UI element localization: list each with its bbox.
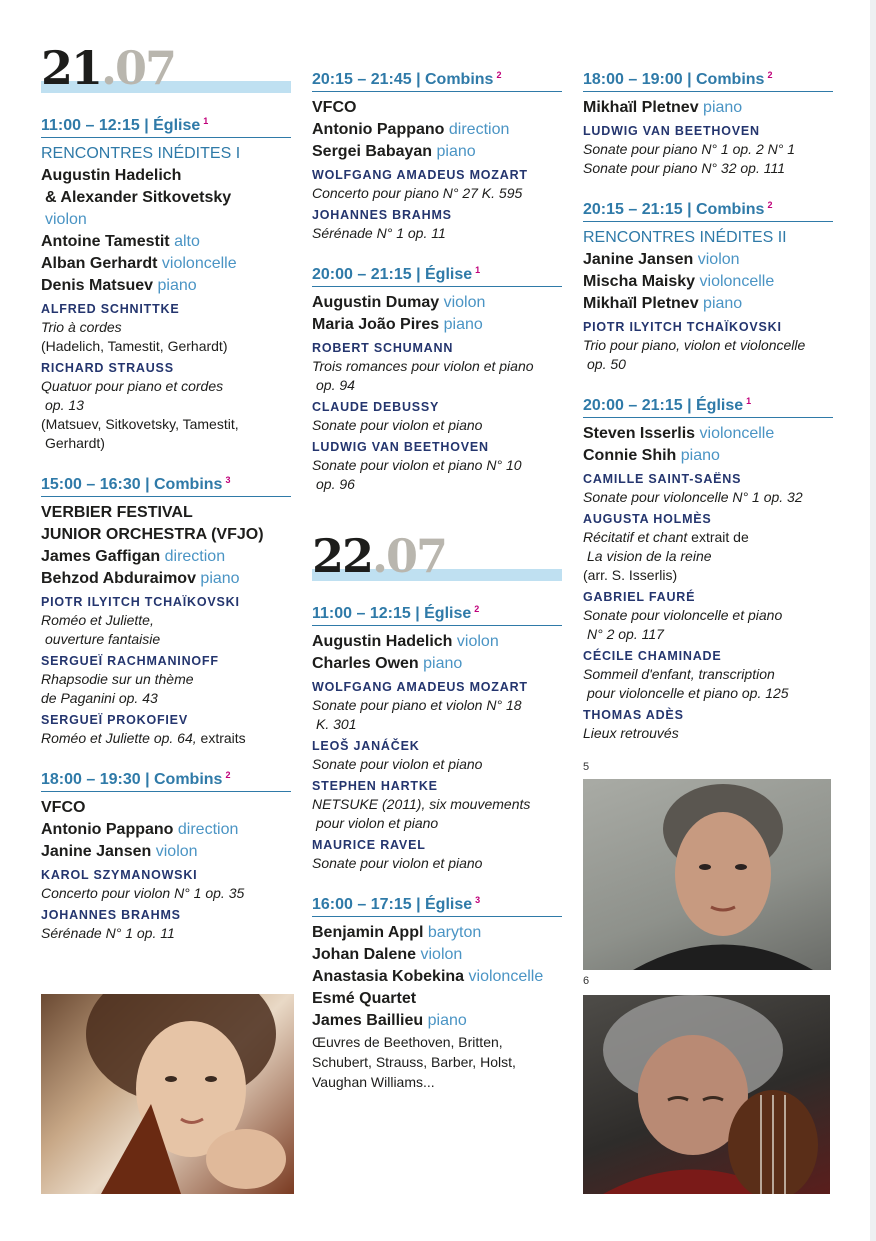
artist-role: violon — [45, 211, 87, 228]
composer: WOLFGANG AMADEUS MOZART — [312, 168, 528, 182]
work: Quatuor pour piano et cordes — [41, 378, 224, 394]
photo-caption-5: 5 — [583, 761, 590, 773]
work: N° 2 op. 117 — [587, 626, 664, 642]
date-month: 07 — [386, 529, 447, 583]
concert-slot — [312, 66, 562, 243]
work: op. 96 — [316, 476, 355, 492]
venue-footnote: 2 — [496, 70, 502, 80]
work: La vision de la reine — [587, 548, 712, 564]
program-note: Schubert, Strauss, Barber, Holst, — [312, 1054, 516, 1070]
artist: Denis Matsuev piano — [41, 277, 197, 294]
artist: & Alexander Sitkovetsky — [45, 189, 232, 206]
artist: Antonio Pappano direction — [312, 121, 510, 138]
artist: Augustin Hadelich violon — [312, 633, 499, 650]
composer: AUGUSTA HOLMÈS — [583, 512, 712, 526]
series-title: RENCONTRES INÉDITES I — [41, 145, 241, 162]
concert-slot — [312, 261, 562, 494]
venue-footnote: 1 — [746, 396, 752, 406]
composer: RICHARD STRAUSS — [41, 361, 174, 375]
program-note: Vaughan Williams... — [312, 1074, 435, 1090]
date-dot: . — [101, 41, 116, 95]
concert-slot — [41, 766, 291, 943]
work: Trois romances pour violon et piano — [312, 358, 534, 374]
composer: PIOTR ILYITCH TCHAÏKOVSKI — [41, 595, 240, 609]
work: Récitatif et chant extrait de — [583, 529, 749, 545]
composer: MAURICE RAVEL — [312, 838, 426, 852]
artist: Connie Shih piano — [583, 447, 720, 464]
artist: Benjamin Appl baryton — [312, 924, 482, 941]
work: Trio à cordes — [41, 319, 122, 335]
slot-time: 20:00 – 21:15 | Église $^1$ — [312, 261, 562, 287]
work: Sonate pour violon et piano — [312, 417, 483, 433]
work: pour violon et piano — [316, 815, 439, 831]
column-3 — [583, 66, 833, 761]
work: Sonate pour violoncelle N° 1 op. 32 — [583, 489, 803, 505]
artist: Steven Isserlis violoncelle — [583, 425, 775, 442]
portrait-illustration — [583, 779, 831, 970]
work: K. 301 — [316, 716, 357, 732]
work: Sonate pour violon et piano — [312, 855, 483, 871]
artist: Sergei Babayan piano — [312, 143, 476, 160]
work: de Paganini op. 43 — [41, 690, 158, 706]
work: Sommeil d'enfant, transcription — [583, 666, 775, 682]
composer: CLAUDE DEBUSSY — [312, 400, 440, 414]
slot-time: 18:00 – 19:30 | Combins $^2$ — [41, 766, 291, 792]
work: Rhapsodie sur un thème — [41, 671, 194, 687]
work: Sonate pour violon et piano — [312, 756, 483, 772]
artist: Mikhaïl Pletnev piano — [583, 295, 743, 312]
work: Trio pour piano, violon et violoncelle — [583, 337, 806, 353]
program-note: Œuvres de Beethoven, Britten, — [312, 1034, 503, 1050]
composer: WOLFGANG AMADEUS MOZART — [312, 680, 528, 694]
work: Sonate pour violoncelle et piano — [583, 607, 783, 623]
column-1 — [41, 41, 291, 961]
slot-time: 18:00 – 19:00 | Combins $^2$ — [583, 66, 833, 92]
artist: Maria João Pires piano — [312, 316, 483, 333]
artist-photo-pianist — [583, 779, 831, 970]
artist: Janine Jansen violon — [41, 843, 198, 860]
venue-footnote: 1 — [475, 265, 481, 275]
work: NETSUKE (2011), six mouvements — [312, 796, 531, 812]
artist: Mischa Maisky violoncelle — [583, 273, 775, 290]
ensemble: VFCO — [312, 99, 357, 116]
work: op. 50 — [587, 356, 626, 372]
slot-time: 20:15 – 21:45 | Combins $^2$ — [312, 66, 562, 92]
venue-footnote: 2 — [767, 200, 773, 210]
work: ouverture fantaisie — [45, 631, 161, 647]
date-month: 07 — [115, 41, 176, 95]
concert-slot — [312, 600, 562, 873]
concert-slot — [583, 392, 833, 743]
composer: ALFRED SCHNITTKE — [41, 302, 180, 316]
slot-time: 15:00 – 16:30 | Combins $^3$ — [41, 471, 291, 497]
ensemble: Esmé Quartet — [312, 990, 417, 1007]
composer: JOHANNES BRAHMS — [312, 208, 452, 222]
composer: JOHANNES BRAHMS — [41, 908, 181, 922]
slot-time: 11:00 – 12:15 | Église $^1$ — [41, 112, 291, 138]
artist: Antoine Tamestit alto — [41, 233, 200, 250]
artist: Anastasia Kobekina violoncelle — [312, 968, 544, 985]
date-day: 22 — [312, 529, 373, 583]
work: Sérénade N° 1 op. 11 — [312, 225, 446, 241]
work: Roméo et Juliette, — [41, 612, 154, 628]
ensemble: JUNIOR ORCHESTRA (VFJO) — [41, 526, 264, 543]
composer: PIOTR ILYITCH TCHAÏKOVSKI — [583, 320, 782, 334]
column-2-day-2 — [312, 529, 562, 1110]
composer: THOMAS ADÈS — [583, 708, 684, 722]
artist: Behzod Abduraimov piano — [41, 570, 240, 587]
slot-time: 20:00 – 21:15 | Église $^1$ — [583, 392, 833, 418]
column-2 — [312, 66, 562, 512]
portrait-illustration — [583, 995, 830, 1194]
slot-time: 20:15 – 21:15 | Combins $^2$ — [583, 196, 833, 222]
composer: ROBERT SCHUMANN — [312, 341, 454, 355]
work: Sonate pour piano N° 1 op. 2 N° 1 — [583, 141, 796, 157]
date-day: 21 — [41, 41, 102, 95]
performers-note: Gerhardt) — [45, 435, 105, 451]
artist-photo-cellist — [583, 995, 830, 1194]
artist: Antonio Pappano direction — [41, 821, 239, 838]
arrangement-note: (arr. S. Isserlis) — [583, 567, 678, 583]
concert-slot — [583, 66, 833, 178]
concert-slot — [583, 196, 833, 374]
composer: STEPHEN HARTKE — [312, 779, 438, 793]
work: pour violoncelle et piano op. 125 — [587, 685, 789, 701]
ensemble: VERBIER FESTIVAL — [41, 504, 193, 521]
artist: James Baillieu piano — [312, 1012, 467, 1029]
work: op. 94 — [316, 377, 355, 393]
composer: CAMILLE SAINT-SAËNS — [583, 472, 742, 486]
composer: LEOŠ JANÁČEK — [312, 739, 420, 753]
composer: GABRIEL FAURÉ — [583, 590, 696, 604]
artist: Mikhaïl Pletnev piano — [583, 99, 743, 116]
series-title: RENCONTRES INÉDITES II — [583, 229, 787, 246]
concert-slot — [312, 891, 562, 1092]
venue-footnote: 3 — [475, 895, 481, 905]
work: Concerto pour piano N° 27 K. 595 — [312, 185, 523, 201]
venue-footnote: 1 — [203, 116, 209, 126]
work: Lieux retrouvés — [583, 725, 679, 741]
page-edge — [870, 0, 876, 1241]
artist: James Gaffigan direction — [41, 548, 226, 565]
slot-time: 11:00 – 12:15 | Église $^2$ — [312, 600, 562, 626]
concert-slot — [41, 471, 291, 748]
concert-slot — [41, 112, 291, 453]
work: Concerto pour violon N° 1 op. 35 — [41, 885, 245, 901]
venue-footnote: 2 — [474, 604, 480, 614]
composer: KAROL SZYMANOWSKI — [41, 868, 198, 882]
venue-footnote: 2 — [225, 770, 231, 780]
portrait-illustration — [41, 994, 294, 1194]
artist: Janine Jansen violon — [583, 251, 740, 268]
artist: Augustin Hadelich — [41, 167, 182, 184]
ensemble: VFCO — [41, 799, 86, 816]
composer: CÉCILE CHAMINADE — [583, 649, 722, 663]
composer: LUDWIG VAN BEETHOVEN — [312, 440, 489, 454]
date-heading-21-07 — [41, 41, 291, 95]
work: Sonate pour violon et piano N° 10 — [312, 457, 522, 473]
work: Sonate pour piano et violon N° 18 — [312, 697, 522, 713]
composer: SERGUEÏ PROKOFIEV — [41, 713, 188, 727]
date-heading-22-07 — [312, 529, 562, 583]
artist: Alban Gerhardt violoncelle — [41, 255, 237, 272]
performers-note: (Matsuev, Sitkovetsky, Tamestit, — [41, 416, 239, 432]
work: Sonate pour piano N° 32 op. 111 — [583, 160, 786, 176]
artist: Augustin Dumay violon — [312, 294, 486, 311]
artist-photo-violinist — [41, 994, 294, 1194]
venue-footnote: 3 — [225, 475, 231, 485]
composer: SERGUEÏ RACHMANINOFF — [41, 654, 219, 668]
work: Roméo et Juliette op. 64, extraits — [41, 730, 246, 746]
venue-footnote: 2 — [767, 70, 773, 80]
work: op. 13 — [45, 397, 84, 413]
performers-note: (Hadelich, Tamestit, Gerhardt) — [41, 338, 228, 354]
artist: Johan Dalene violon — [312, 946, 463, 963]
composer: LUDWIG VAN BEETHOVEN — [583, 124, 760, 138]
photo-caption-6: 6 — [583, 975, 590, 987]
work: Sérénade N° 1 op. 11 — [41, 925, 175, 941]
date-dot: . — [372, 529, 387, 583]
artist: Charles Owen piano — [312, 655, 463, 672]
slot-time: 16:00 – 17:15 | Église $^3$ — [312, 891, 562, 917]
